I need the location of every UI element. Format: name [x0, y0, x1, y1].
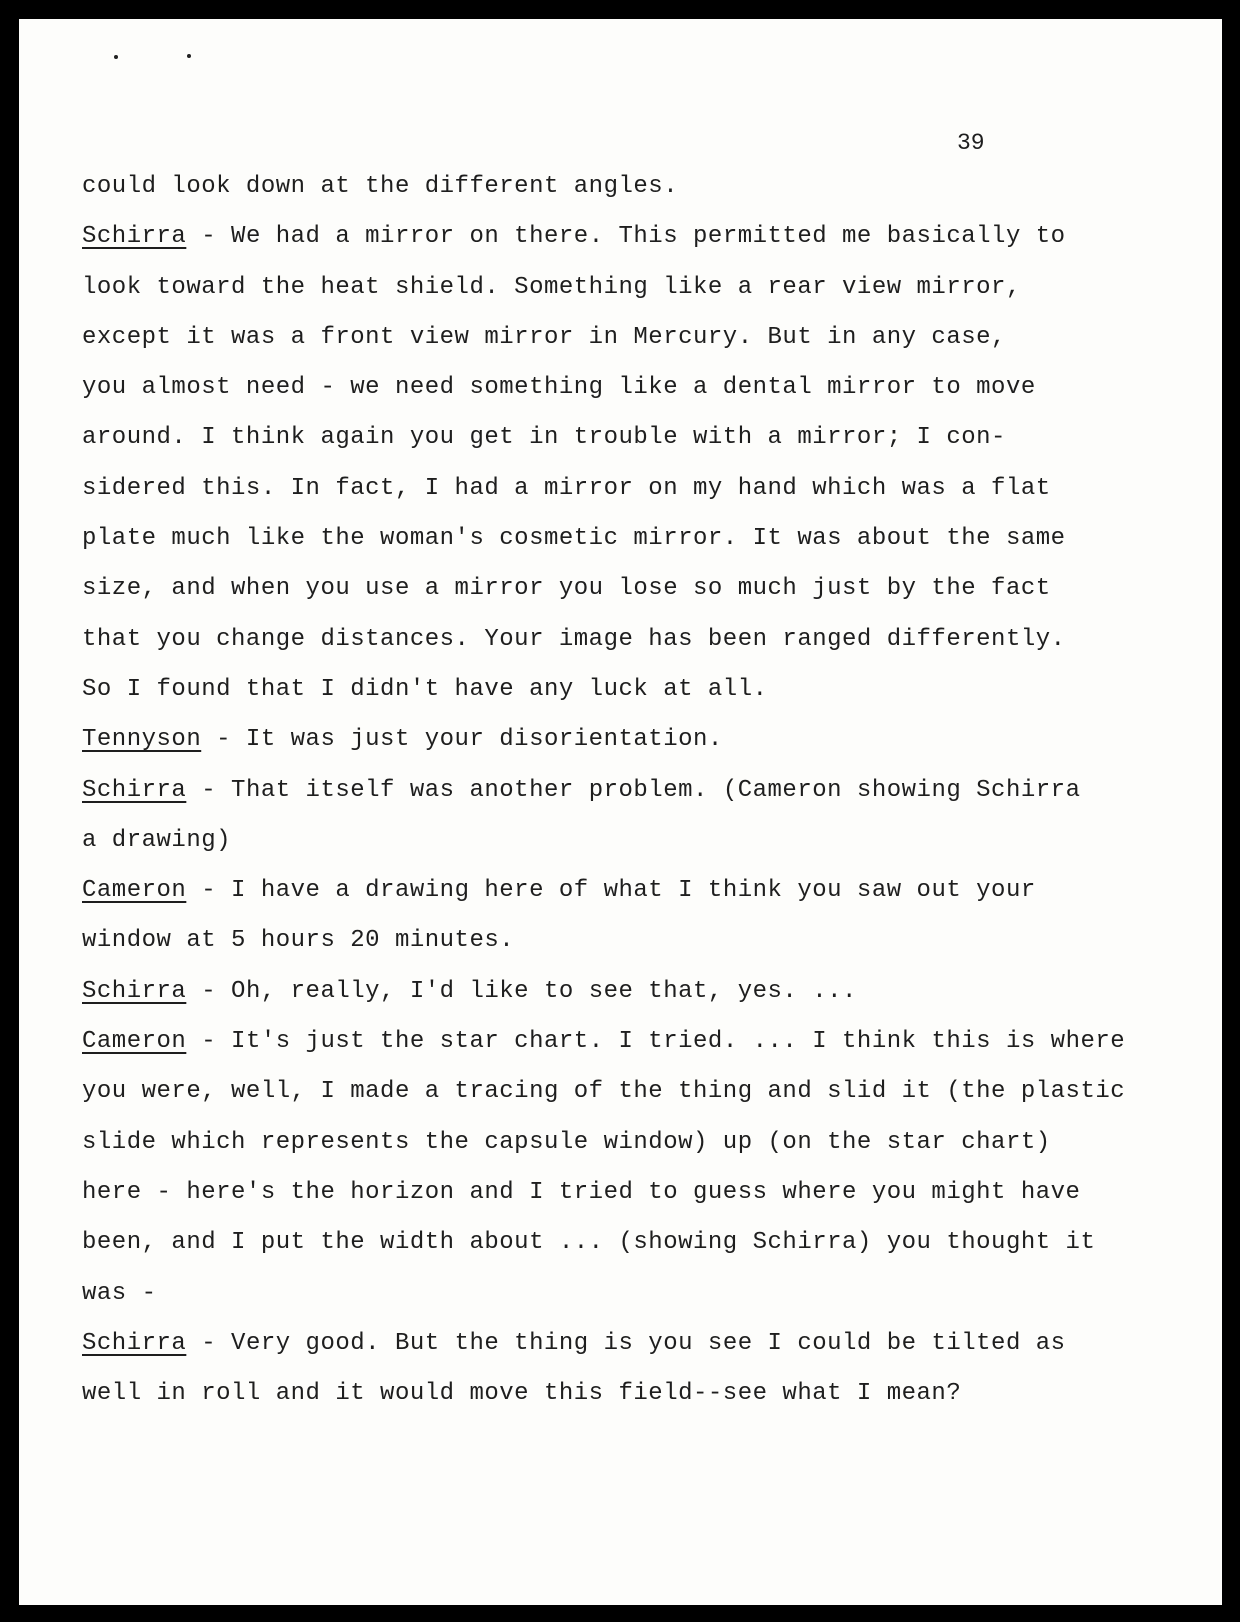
line-text: well in roll and it would move this field--see what I mean? [82, 1380, 962, 1408]
line-text: So I found that I didn't have any luck at all. [82, 675, 768, 703]
speck-mark [187, 54, 191, 58]
document-page [19, 19, 1222, 1605]
transcript-line [82, 221, 1125, 271]
transcript-line [82, 272, 1125, 322]
transcript-line [82, 1026, 1125, 1076]
line-text: - It was just your disorientation. [201, 726, 723, 754]
line-text: was - [82, 1279, 157, 1307]
line-text: except it was a front view mirror in Mercury. But in any case, [82, 323, 1006, 351]
page-number: 39 [957, 130, 985, 156]
line-text: - I have a drawing here of what I think you saw out your [186, 877, 1036, 905]
line-text: slide which represents the capsule window) up (on the star chart) [82, 1128, 1051, 1156]
transcript-line [82, 1328, 1125, 1378]
line-text: plate much like the woman's cosmetic mirror. It was about the same [82, 525, 1066, 553]
line-text: size, and when you use a mirror you lose so much just by the fact [82, 575, 1051, 603]
speaker-name: Cameron [82, 1028, 187, 1056]
transcript-line [82, 1177, 1125, 1227]
speaker-name: Schirra [82, 977, 187, 1005]
transcript-line [82, 674, 1125, 724]
transcript-line [82, 372, 1125, 422]
line-text: you were, well, I made a tracing of the thing and slid it (the plastic [82, 1078, 1126, 1106]
line-text: around. I think again you get in trouble with a mirror; I con- [82, 424, 1006, 452]
transcript-line [82, 523, 1125, 573]
transcript-line [82, 1076, 1125, 1126]
speaker-name: Cameron [82, 877, 187, 905]
line-text: here - here's the horizon and I tried to guess where you might have [82, 1178, 1081, 1206]
transcript-line [82, 775, 1125, 825]
transcript-line [82, 422, 1125, 472]
transcript-line [82, 976, 1125, 1026]
transcript-line [82, 1378, 1125, 1428]
transcript-line [82, 1127, 1125, 1177]
line-text: - We had a mirror on there. This permitted me basically to [186, 223, 1066, 251]
transcript-line [82, 724, 1125, 774]
transcript-body [82, 171, 1125, 1428]
line-text: - Very good. But the thing is you see I could be tilted as [186, 1329, 1066, 1357]
speck-mark [114, 55, 118, 59]
speaker-name: Schirra [82, 1329, 187, 1357]
transcript-line [82, 171, 1125, 221]
transcript-line [82, 473, 1125, 523]
line-text: - That itself was another problem. (Cameron showing Schirra [186, 776, 1081, 804]
speaker-name: Tennyson [82, 726, 202, 754]
line-text: window at 5 hours 20 minutes. [82, 927, 515, 955]
line-text: a drawing) [82, 826, 232, 854]
transcript-line [82, 875, 1125, 925]
line-text: look toward the heat shield. Something like a rear view mirror, [82, 273, 1021, 301]
transcript-line [82, 825, 1125, 875]
transcript-line [82, 1227, 1125, 1277]
line-text: you almost need - we need something like a dental mirror to move [82, 374, 1036, 402]
transcript-line [82, 624, 1125, 674]
line-text: - It's just the star chart. I tried. ... I think this is where [186, 1028, 1126, 1056]
transcript-line [82, 573, 1125, 623]
line-text: could look down at the different angles. [82, 173, 679, 200]
line-text: sidered this. In fact, I had a mirror on my hand which was a flat [82, 474, 1051, 502]
speaker-name: Schirra [82, 223, 187, 251]
transcript-line [82, 925, 1125, 975]
transcript-line [82, 322, 1125, 372]
line-text: been, and I put the width about ... (showing Schirra) you thought it [82, 1229, 1096, 1257]
transcript-line [82, 1278, 1125, 1328]
line-text: - Oh, really, I'd like to see that, yes. ... [186, 977, 857, 1005]
speaker-name: Schirra [82, 776, 187, 804]
line-text: that you change distances. Your image has been ranged differently. [82, 625, 1066, 653]
